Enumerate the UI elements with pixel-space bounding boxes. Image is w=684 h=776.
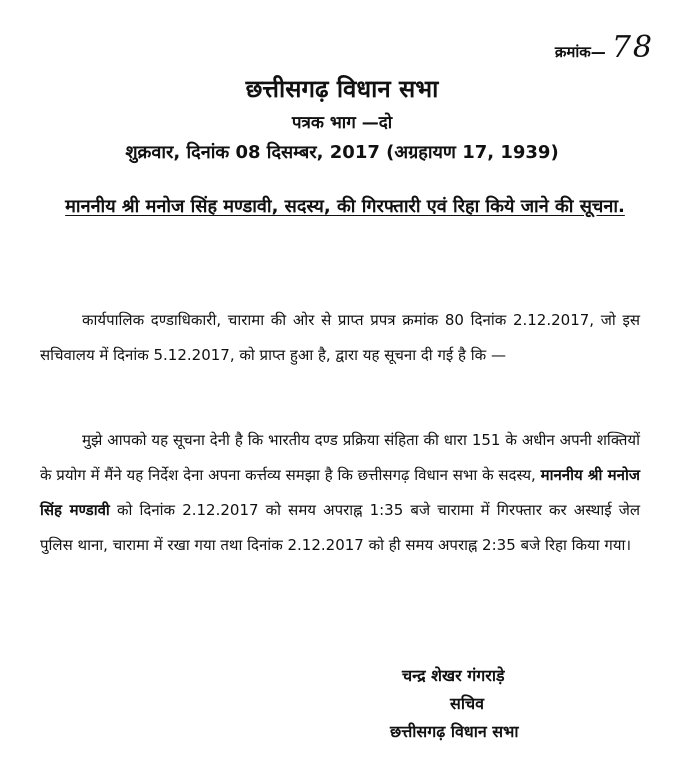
subject-heading: माननीय श्री मनोज सिंह मण्डावी, सदस्य, की गिरफ्तारी एवं रिहा किये जाने की सूचना. — [65, 196, 625, 217]
paragraph-2-end: को दिनांक 2.12.2017 को समय अपराह्न 1:35 बजे चारामा में गिरफ्तार कर अस्थाई जेल पुलिस थाना, चारामा में रखा गया तथा दिनांक 2.12.2017 को ही समय अपराह्न 2:35 बजे रिहा किया गया। — [40, 501, 640, 554]
signatory-name: चन्द्र शेखर गंगराड़े — [402, 666, 505, 685]
signature-block — [390, 662, 610, 746]
paragraph-2-start: मुझे आपको यह सूचना देनी है कि भारतीय दण्ड प्रक्रिया संहिता की धारा 151 के अधीन अपनी शक्तियों के प्रयोग में मैंने यह निर्देश देना अपना कर्त्तव्य समझा है कि छत्तीसगढ़ विधान सभा के सदस्य, — [40, 431, 640, 484]
date-line: शुक्रवार, दिनांक 08 दिसम्बर, 2017 (अग्रहायण 17, 1939) — [125, 142, 559, 163]
paragraph-1: कार्यपालिक दण्डाधिकारी, चारामा की ओर से प्राप्त प्रपत्र क्रमांक 80 दिनांक 2.12.2017, जो इस सचिवालय में दिनांक 5.12.2017, को प्राप्त हुआ है, द्वारा यह सूचना दी गई है कि — — [40, 311, 640, 364]
signatory-office: छत्तीसगढ़ विधान सभा — [390, 722, 519, 741]
document-title: छत्तीसगढ़ विधान सभा — [245, 75, 439, 103]
signatory-designation: सचिव — [450, 694, 485, 713]
paragraph-2 — [40, 423, 640, 563]
serial-number — [555, 30, 654, 65]
document-subtitle: पत्रक भाग —दो — [291, 113, 393, 133]
serial-value: 78 — [611, 30, 654, 65]
member-name: माननीय श्री मनोज सिंह मण्डावी — [40, 466, 640, 519]
serial-label: क्रमांक— — [554, 43, 606, 61]
